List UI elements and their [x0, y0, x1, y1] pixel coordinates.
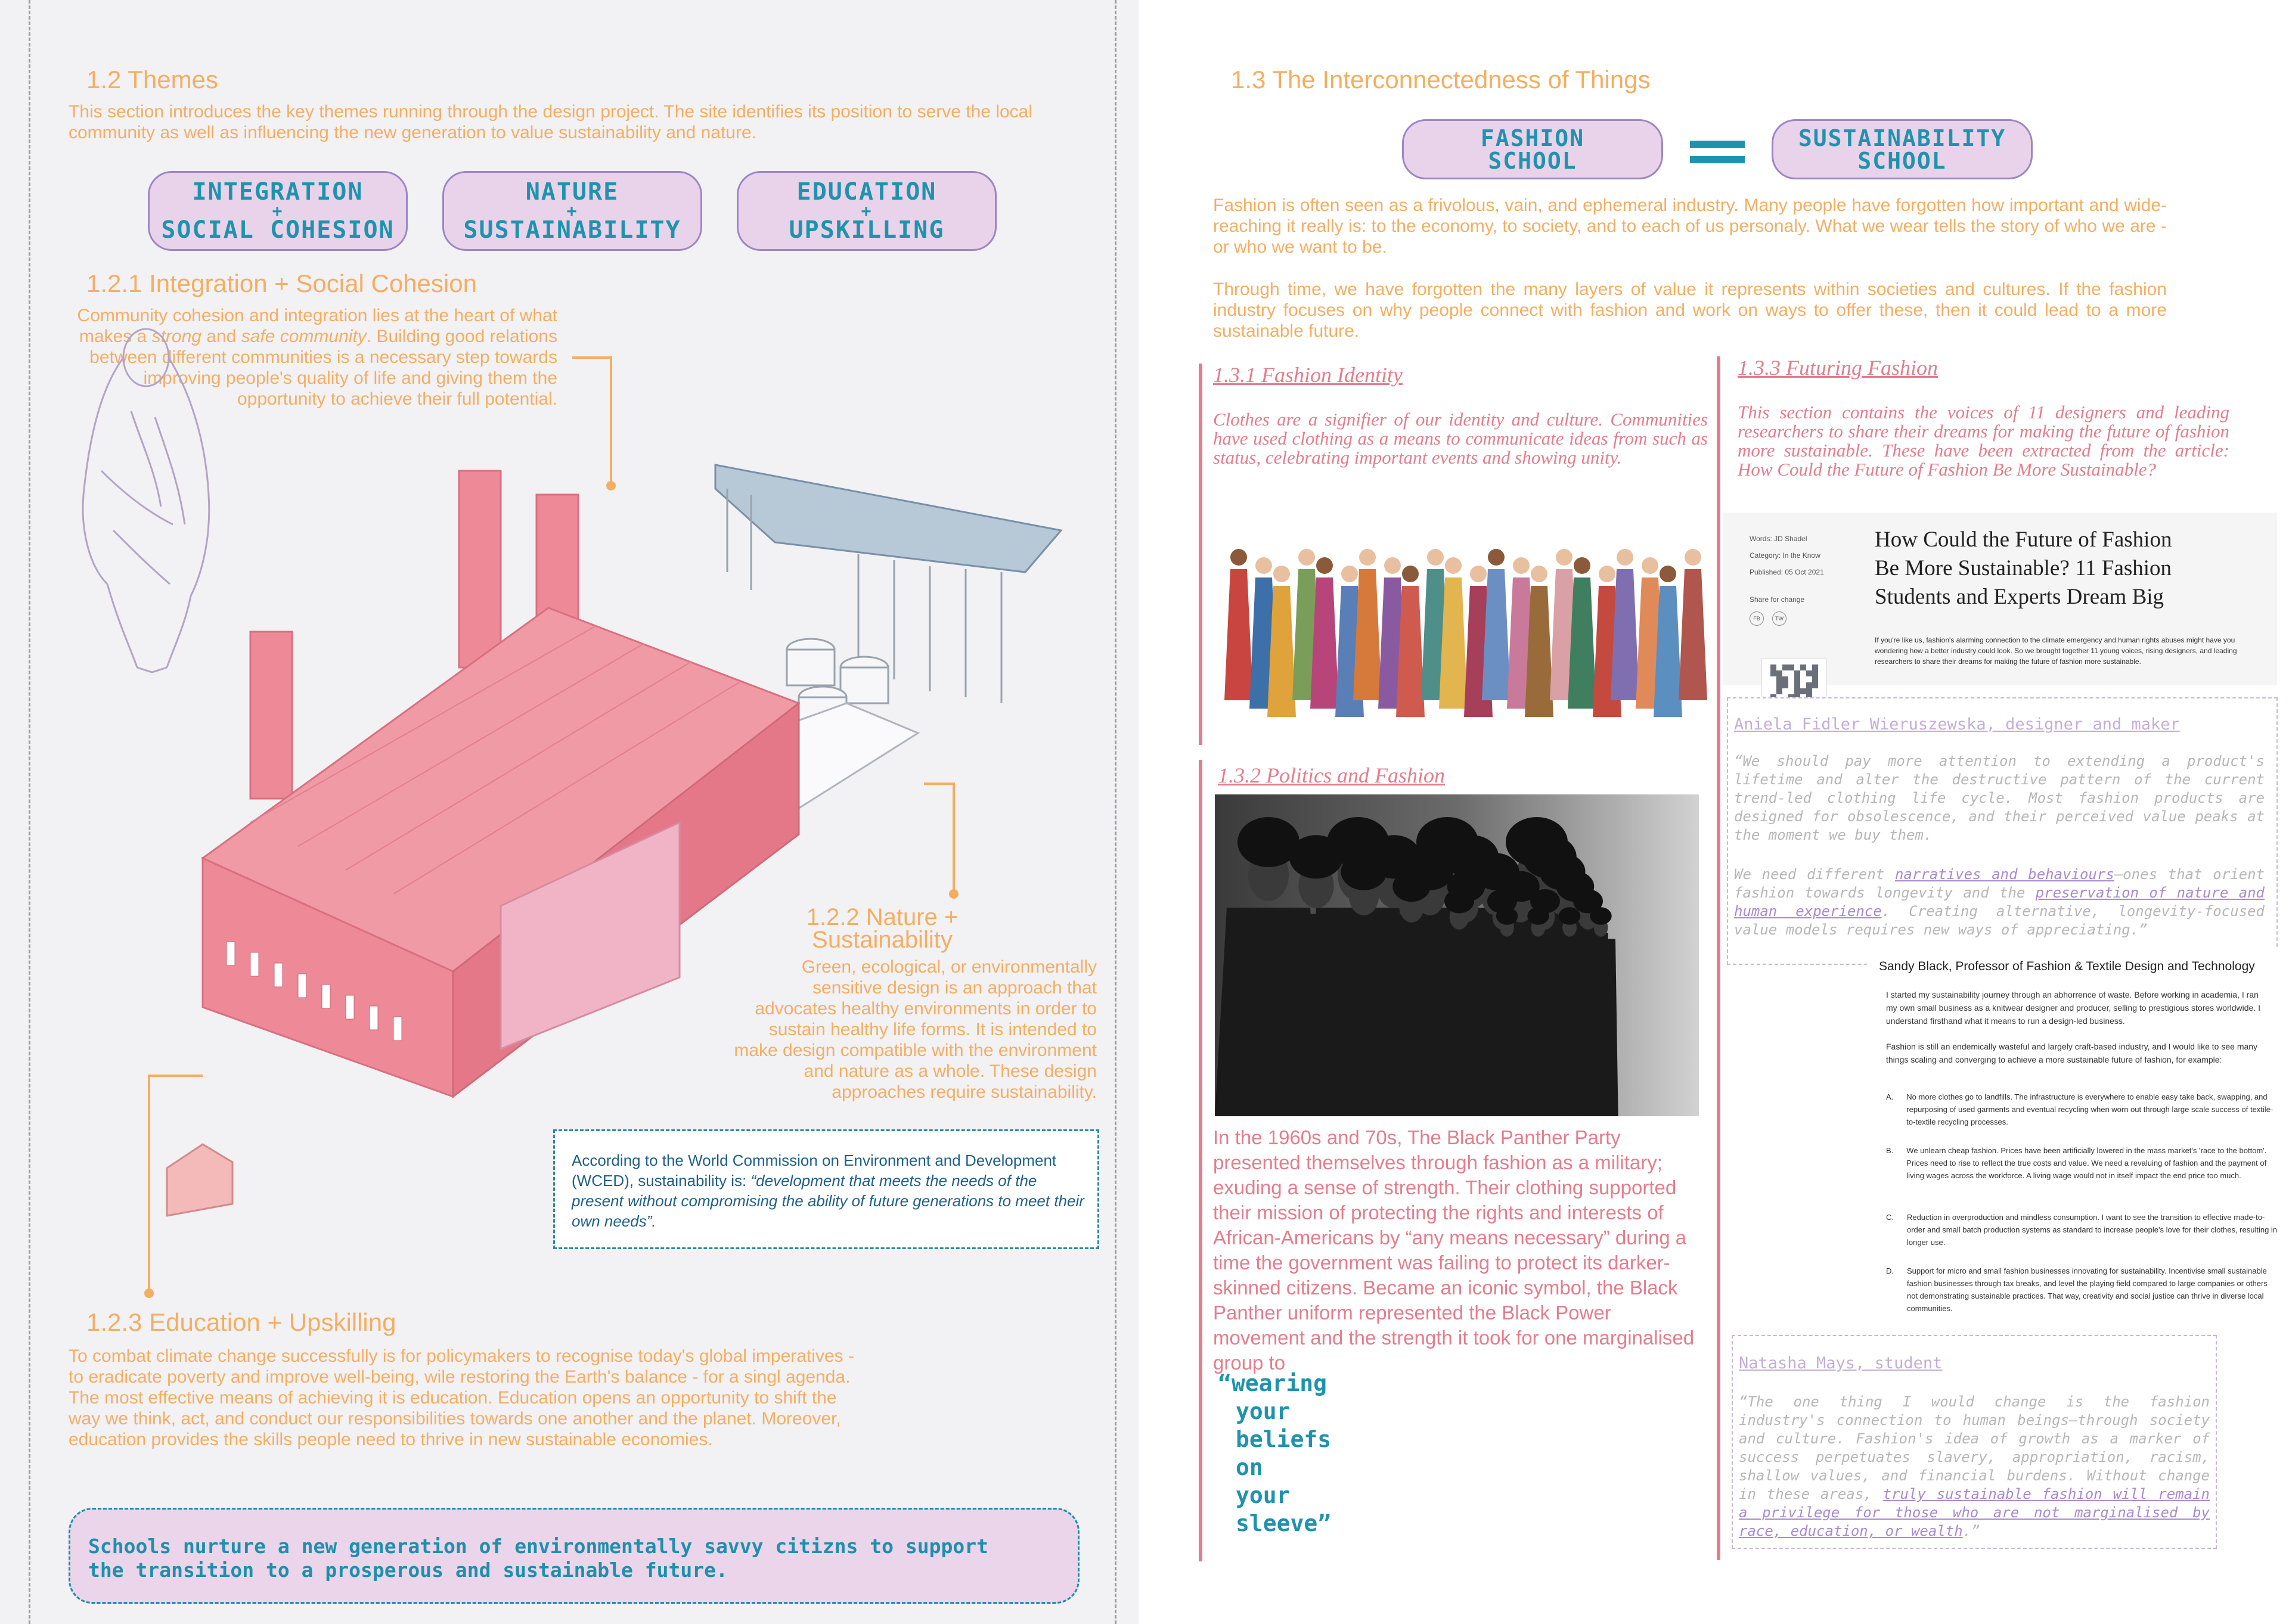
left-page: [0, 0, 1139, 1624]
sandy-black-card: [1867, 948, 2284, 1327]
section-title-interconnectedness: 1.3 The Interconnectedness of Things: [1231, 66, 1651, 94]
pill-sustainability-line2: SCHOOL: [1857, 147, 1947, 174]
qr-module: [1776, 670, 1782, 676]
heading-133: 1.3.3 Futuring Fashion: [1738, 356, 1938, 380]
slogan-line: your: [1236, 1482, 1291, 1508]
item-letter: B.: [1886, 1146, 1894, 1155]
sandy-p1: I started my sustainability journey through an abhorrence of waste. Before working in academia, I ran my own small business as a knitwear designer and producer, selling to prestigious stores worldwide. I understand firsthand what it means to run a design-led business.: [1886, 990, 2260, 1026]
aniela-p2-a: We need different: [1734, 866, 1895, 883]
aniela-p2-underline1: narratives and behaviours: [1894, 866, 2114, 883]
text-131: Clothes are a signifier of our identity and culture. Communities have used clothing as a means to communicate ideas from such as status, celebrating important events and showing unity.: [1213, 409, 1708, 468]
sandy-item-b: [1886, 1144, 2279, 1211]
article-headline: How Could the Future of Fashion Be More Sustainable? 11 Fashion Students and Experts Dream Big: [1875, 527, 2172, 609]
aniela-quote-box: [1727, 697, 2278, 965]
pink-rule-132: [1199, 760, 1202, 1561]
qr-module: [1812, 682, 1818, 688]
heading-132: 1.3.2 Politics and Fashion: [1218, 763, 1445, 787]
qr-module: [1812, 670, 1818, 676]
text-133: This section contains the voices of 11 designers and leading researchers to share their dreams for making the future of fashion more sustainable. These have been extracted from the article: How Could the Future of Fashion Be More Sustainable?: [1738, 402, 2229, 480]
pill-integration-bottom: SOCIAL COHESION: [161, 216, 395, 244]
sandy-list: [1886, 1091, 2279, 1318]
article-meta-words: Words: JD Shadel: [1750, 535, 1807, 543]
costume-figure: [1224, 549, 1253, 700]
pill-nature-top: NATURE: [525, 178, 619, 206]
text-121-em2: safe community: [241, 327, 367, 346]
pink-rule-133: [1717, 356, 1720, 1560]
themes-intro: This section introduces the key themes running through the design project. The site identifies its position to serve the local community as well as influencing the new generation to value sustainability and nature.: [69, 102, 1033, 142]
item-text: Support for micro and small fashion businesses innovating for sustainability. Incentivise small sustainable fashion businesses through tax breaks, and level the playing field compared to large companies or others not demonstrating sustainable practices. That way, creativity and social justice can thrive in diverse local communities.: [1907, 1266, 2268, 1313]
para-forgotten-layers: Through time, we have forgotten the many layers of value it represents within societies and cultures. If the fashion industry focuses on why people connect with fashion and work on ways to offer these, then it could lead to a more sustainable future.: [1213, 280, 2167, 341]
text-123: To combat climate change successfully is for policymakers to recognise today's global imperatives - to eradicate poverty and improve well-being, wile restoring the Earth's balance - for a singl agenda. The most effective means of achieving it is education. Education opens an opportunity to shift the way we think, act, and conduct our responsibilities towards one another and the planet. Moreover, education provides the skills people need to thrive in new sustainable economies.: [69, 1346, 854, 1449]
sandy-item-c: [1886, 1211, 2279, 1265]
natasha-p-underline: truly sustainable fashion will remain a privilege for those who are not marginalised by race, education, or wealth: [1739, 1486, 2210, 1539]
wced-quote: “development that meets the needs of the present without compromising the ability of future generations to meet their own needs”.: [572, 1172, 1084, 1230]
item-text: We unlearn cheap fashion. Prices have been artificially lowered in the mass market's 'race to the bottom'. Prices need to rise to reflect the true costs and value. We need a revaluing of fashion and the payment of living wages across the workforce. A living wage would not in itself impact the end price too much.: [1906, 1146, 2267, 1180]
sandy-p2: Fashion is still an endemically wasteful and largely craft-based industry, and I would like to see many things scaling and converging to achieve a more sustainable future of fashion, for example:: [1886, 1042, 2258, 1064]
item-letter: D.: [1886, 1266, 1894, 1275]
pill-sustainability-line1: SUSTAINABILITY: [1798, 125, 2006, 151]
article-meta-category: Category: In the Know: [1750, 551, 1820, 560]
text-121-em1: strong: [151, 327, 201, 346]
item-letter: A.: [1886, 1092, 1894, 1101]
wced-quote-text: [572, 1150, 1084, 1231]
item-text: No more clothes go to landfills. The infrastructure is everywhere to enable easy take back, swapping, and repurposing of used garments and eventual recycling when worn out through large scale success of textile-to-textile recycling processes.: [1906, 1092, 2274, 1126]
qr-module: [1812, 676, 1818, 682]
qr-module: [1794, 688, 1800, 694]
costume-figure: [1679, 549, 1707, 700]
aniela-name: Aniela Fidler Wieruszewska, designer and maker: [1734, 715, 2180, 734]
qr-module: [1812, 664, 1818, 670]
qr-module: [1794, 670, 1800, 676]
slogan-line: “wearing: [1218, 1370, 1328, 1396]
black-panther-photo: [1215, 794, 1699, 1116]
qr-module: [1770, 670, 1776, 676]
pill-nature-bottom: SUSTAINABILITY: [463, 216, 681, 244]
equals-sign-top: [1690, 141, 1745, 148]
aniela-p2-underline2: preservation of nature and human experience: [1734, 884, 2265, 920]
wced-lead: According to the World Commission on Environment and Development (WCED), sustainability is:: [572, 1151, 1057, 1190]
text-121-c: . Building good relations between different communities is a necessary step towards improving people's quality of life and giving them the opportunity to achieve their full potential.: [89, 327, 557, 409]
heading-131: 1.3.1 Fashion Identity: [1213, 363, 1403, 387]
qr-module: [1794, 676, 1800, 682]
pill-sustainability-school: [1772, 119, 2033, 179]
article-meta-share: Share for change: [1750, 595, 1805, 604]
qr-module: [1782, 664, 1788, 670]
qr-module: [1806, 688, 1812, 694]
natasha-name: Natasha Mays, student: [1739, 1354, 1943, 1373]
facebook-icon[interactable]: FB: [1750, 611, 1764, 626]
article-meta-published: Published: 05 Oct 2021: [1750, 568, 1824, 576]
pill-plus: +: [272, 201, 284, 221]
natasha-p-a: “The one thing I would change is the fashion industry's connection to human beings—through society and culture. Fashion's idea of growth as a marker of success perpetuates slavery, appropriation, racism, shallow values, and financial burdens. Without change in these areas,: [1739, 1393, 2210, 1502]
pill-fashion-line2: SCHOOL: [1488, 147, 1577, 174]
pill-fashion-school: [1402, 119, 1663, 179]
heading-123: 1.2.3 Education + Upskilling: [86, 1308, 396, 1336]
pink-rule-131: [1199, 364, 1202, 745]
para-fashion-frivolous: Fashion is often seen as a frivolous, vain, and ephemeral industry. Many people have forgotten how important and wide-reaching it really is: to the economy, to society, and to each of us personaly. What we wear tells the story of who we are - or who we want to be.: [1213, 195, 2167, 257]
equals-sign-bottom: [1690, 156, 1745, 163]
pill-education-top: EDUCATION: [796, 178, 937, 206]
sandy-item-d: [1886, 1265, 2279, 1318]
aniela-quote-p1: “We should pay more attention to extending a product's lifetime and alter the destructive pattern of the current trend-led clothing life cycle. Most fashion products are designed for obsolescence, and their perceived value peaks at the moment we buy them.: [1734, 753, 2265, 843]
twitter-icon[interactable]: TW: [1772, 611, 1786, 626]
text-132: In the 1960s and 70s, The Black Panther Party presented themselves through fashion as a military; exuding a sense of strength. Their clothing supported their mission of protecting the rights and interests of African-Americans by “any means necessary” during a time the government was failing to protect its darker-skinned citizens. Became an iconic symbol, the Black Panther uniform represented the Black Power movement and the strength it took for one marginalised group to: [1213, 1126, 1695, 1374]
pill-plus: +: [861, 201, 873, 221]
qr-module: [1770, 664, 1776, 670]
qr-module: [1782, 682, 1788, 688]
sandy-item-a: [1886, 1091, 2279, 1144]
qr-module: [1800, 664, 1806, 670]
slogan-line: beliefs: [1236, 1426, 1332, 1452]
heading-122: 1.2.2 Nature + Sustainability: [806, 904, 959, 953]
sandy-name: Sandy Black, Professor of Fashion & Textile Design and Technology: [1879, 960, 2255, 973]
pill-plus: +: [566, 201, 578, 221]
schools-banner: [69, 1508, 1080, 1604]
natasha-quote-box: [1732, 1335, 2217, 1549]
text-121-b: and: [201, 327, 241, 346]
text-122: Green, ecological, or environmentally sensitive design is an approach that advocates healthy environments in order to sustain healthy life forms. It is intended to make design compatible with the environment and nature as a whole. These design approaches require sustainability.: [734, 957, 1097, 1102]
right-page: [1139, 0, 2289, 1624]
slogan-line: on: [1236, 1454, 1263, 1480]
qr-module: [1788, 664, 1794, 670]
heading-121: 1.2.1 Integration + Social Cohesion: [86, 269, 477, 297]
wced-quote-box: [553, 1129, 1099, 1249]
item-letter: C.: [1886, 1213, 1894, 1222]
aniela-p2-c: . Creating alternative, longevity-focused value models requires new ways of appreciating.”: [1734, 903, 2265, 938]
item-text: Reduction in overproduction and mindless consumption. I want to see the transition to effective made-to-order and small batch production systems as standard to increase people's love for their clothes, resulting in longer use.: [1907, 1213, 2278, 1247]
slogan-line: your: [1236, 1398, 1291, 1424]
slogan-wearing-beliefs: [1218, 1370, 1331, 1538]
section-title-themes: 1.2 Themes: [86, 66, 219, 94]
pill-integration-top: INTEGRATION: [192, 178, 364, 206]
qr-module: [1800, 688, 1806, 694]
qr-module: [1794, 682, 1800, 688]
article-meta: [1750, 530, 1824, 626]
aniela-quote-p2: [1734, 865, 2265, 939]
qr-module: [1782, 676, 1788, 682]
qr-module: [1806, 682, 1812, 688]
aniela-p2-b: –ones that orient fashion towards longevity and the: [1734, 866, 2265, 901]
pill-education-bottom: UPSKILLING: [789, 216, 945, 244]
text-121-a: Community cohesion and integration lies at the heart of what makes a: [77, 306, 557, 346]
qr-module: [1776, 682, 1782, 688]
pill-fashion-line1: FASHION: [1480, 125, 1585, 151]
diverse-costumes-illustration: [1216, 539, 1711, 724]
article-intro: If you're like us, fashion's alarming connection to the climate emergency and human rights abuses might have you wondering how a better industry could look. So we brought together 11 young voices, rising designers, and leading researchers to share their dreams for making the future of fashion more sustainable.: [1875, 636, 2237, 666]
slogan-line: sleeve”: [1236, 1510, 1332, 1536]
qr-module: [1776, 688, 1782, 694]
schools-banner-text: Schools nurture a new generation of environmentally savvy citizns to support the transition to a prosperous and sustainable future.: [88, 1535, 988, 1582]
natasha-quote: [1739, 1393, 2210, 1541]
qr-module: [1776, 676, 1782, 682]
qr-module: [1806, 670, 1812, 676]
natasha-p-b: .”: [1962, 1523, 1980, 1539]
